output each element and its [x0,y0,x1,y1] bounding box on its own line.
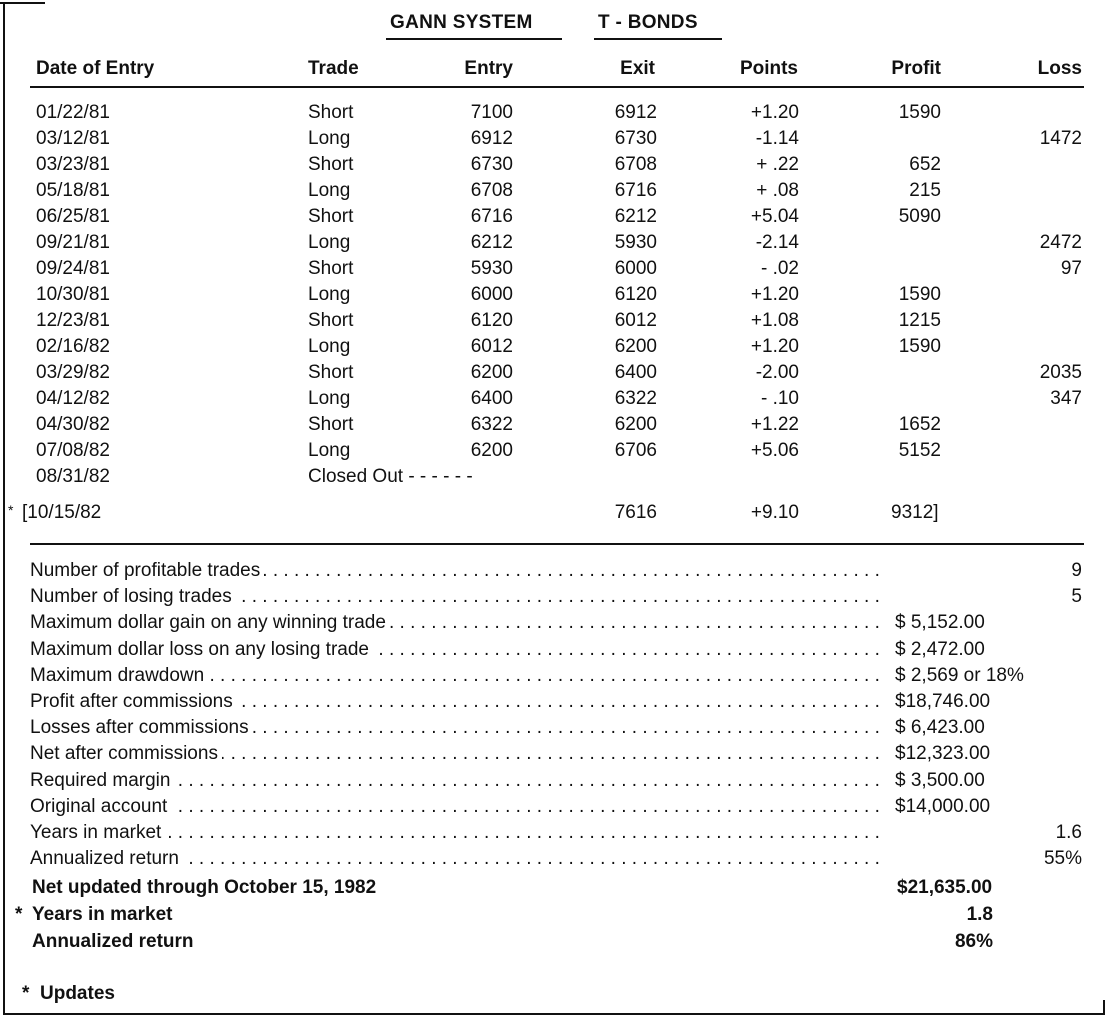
title-system: GANN SYSTEM [390,12,533,33]
summary-label [30,822,885,844]
summary-row [0,822,1115,848]
summary-label-text: Profit after commissions [30,691,237,712]
cell-points: + .22 [756,154,799,175]
cell-points: +1.20 [750,336,799,357]
summary-value: 1.6 [1055,822,1082,843]
update-marker: * [8,502,14,518]
cell-date: 10/30/81 [36,284,110,305]
updated-return-label: Annualized return [32,931,194,952]
footnote-row [0,983,1115,1009]
cell-exit: 6012 [614,310,657,331]
summary-label [30,560,885,582]
cell-exit: 6716 [614,180,657,201]
cell-points: +1.22 [750,414,799,435]
summary-value: $12,323.00 [895,743,991,764]
cell-points: +1.08 [750,310,799,331]
update-exit: 7616 [614,502,657,523]
summary-label-text: Maximum dollar loss on any losing trade [30,639,373,660]
cell-trade: Long [308,284,351,305]
summary-value: $ 6,423.00 [895,717,985,738]
summary-label [30,796,885,818]
cell-date: 09/21/81 [36,232,110,253]
cell-points: + .08 [756,180,799,201]
summary-row [0,586,1115,612]
cell-entry: 6730 [470,154,513,175]
footnote-label: Updates [40,983,115,1004]
summary-label-text: Required margin [30,770,174,791]
cell-trade: Short [308,362,354,383]
cell-profit: 1590 [898,284,941,305]
closed-out-label: Closed Out - - - - - - [308,466,473,487]
cell-profit: 1590 [898,336,941,357]
cell-profit: 1215 [898,310,941,331]
column-header-profit: Profit [891,58,941,79]
summary-row [0,770,1115,796]
table-row [0,232,1115,258]
summary-row [0,639,1115,665]
summary-label-text: Years in market [30,822,165,843]
summary-label [30,848,885,870]
cell-date: 04/12/82 [36,388,110,409]
closed-out-date: 08/31/82 [36,466,110,487]
cell-entry: 6400 [470,388,513,409]
cell-entry: 6912 [470,128,513,149]
title-system-underline [386,38,562,40]
cell-points: +1.20 [750,102,799,123]
cell-entry: 6120 [470,310,513,331]
summary-value: $ 2,472.00 [895,639,985,660]
updated-return-row [0,931,1115,957]
cell-entry: 6716 [470,206,513,227]
cell-date: 04/30/82 [36,414,110,435]
cell-points: - .10 [760,388,799,409]
summary-label [30,665,885,687]
updated-years-value: 1.8 [966,904,993,925]
summary-row [0,848,1115,874]
header-rule [30,86,1084,88]
summary-row [0,665,1115,691]
table-row [0,128,1115,154]
summary-value: 9 [1071,560,1082,581]
summary-label [30,691,885,713]
cell-date: 03/29/82 [36,362,110,383]
cell-entry: 6200 [470,362,513,383]
cell-exit: 6730 [614,128,657,149]
cell-exit: 6400 [614,362,657,383]
cell-profit: 1652 [898,414,941,435]
cell-points: +5.04 [750,206,799,227]
cell-date: 02/16/82 [36,336,110,357]
updated-years-label: Years in market [32,904,173,925]
cell-points: +1.20 [750,284,799,305]
cell-loss: 2035 [1039,362,1082,383]
title-instrument: T - BONDS [598,12,698,33]
summary-label-text: Number of losing trades [30,586,236,607]
cell-trade: Short [308,206,354,227]
cell-points: -2.14 [755,232,799,253]
cell-trade: Long [308,128,351,149]
summary-value: $ 5,152.00 [895,612,985,633]
column-header-entry: Entry [464,58,513,79]
cell-date: 07/08/82 [36,440,110,461]
cell-entry: 6322 [470,414,513,435]
summary-value: 55% [1043,848,1082,869]
cell-entry: 6000 [470,284,513,305]
table-row [0,206,1115,232]
cell-points: +5.06 [750,440,799,461]
cell-trade: Long [308,440,351,461]
cell-date: 06/25/81 [36,206,110,227]
summary-label-text: Losses after commissions [30,717,253,738]
summary-label [30,770,885,792]
cell-exit: 6708 [614,154,657,175]
updated-return-value: 86% [954,931,993,952]
summary-label-text: Annualized return [30,848,183,869]
update-points: +9.10 [750,502,799,523]
table-row [0,414,1115,440]
cell-exit: 6200 [614,414,657,435]
cell-exit: 5930 [614,232,657,253]
cell-loss: 347 [1050,388,1082,409]
summary-value: $ 2,569 or 18% [895,665,1024,686]
summary-label [30,717,885,739]
cell-trade: Long [308,232,351,253]
table-row [0,102,1115,128]
cell-loss: 1472 [1039,128,1082,149]
cell-exit: 6322 [614,388,657,409]
cell-exit: 6706 [614,440,657,461]
summary-label [30,612,885,634]
column-header-trade: Trade [308,58,359,79]
frame-border-bottom [3,1013,1105,1015]
summary-row [0,612,1115,638]
summary-value: $ 3,500.00 [895,770,985,791]
cell-loss: 97 [1060,258,1082,279]
cell-exit: 6000 [614,258,657,279]
updated-years-marker: * [15,904,23,925]
cell-exit: 6212 [614,206,657,227]
cell-date: 03/12/81 [36,128,110,149]
summary-label [30,586,885,608]
cell-entry: 6200 [470,440,513,461]
update-date: [10/15/82 [22,502,102,523]
cell-profit: 5090 [898,206,941,227]
table-row [0,310,1115,336]
table-row [0,388,1115,414]
cell-entry: 6012 [470,336,513,357]
closed-out-row [0,466,1115,492]
table-row [0,180,1115,206]
column-header-exit: Exit [620,58,655,79]
cell-entry: 6212 [470,232,513,253]
cell-date: 12/23/81 [36,310,110,331]
net-updated-value: $21,635.00 [897,877,993,898]
cell-trade: Short [308,310,354,331]
update-profit: 9312] [891,502,939,523]
cell-date: 01/22/81 [36,102,110,123]
title-instrument-underline [594,38,722,40]
summary-label-text: Original account [30,796,171,817]
summary-row [0,743,1115,769]
column-header-date: Date of Entry [36,58,155,79]
cell-entry: 6708 [470,180,513,201]
cell-profit: 652 [909,154,941,175]
cell-exit: 6200 [614,336,657,357]
cell-trade: Short [308,154,354,175]
cell-exit: 6120 [614,284,657,305]
summary-row [0,560,1115,586]
net-updated-label: Net updated through October 15, 1982 [32,877,377,898]
update-row [0,502,1115,528]
table-row [0,258,1115,284]
cell-points: - .02 [760,258,799,279]
updated-years-row [0,904,1115,930]
summary-row [0,717,1115,743]
cell-trade: Long [308,336,351,357]
summary-row [0,796,1115,822]
cell-trade: Long [308,180,351,201]
cell-profit: 215 [909,180,941,201]
table-row [0,284,1115,310]
summary-label-text: Net after commissions [30,743,222,764]
cell-trade: Short [308,258,354,279]
cell-points: -2.00 [755,362,799,383]
table-row [0,336,1115,362]
cell-entry: 7100 [470,102,513,123]
summary-value: $14,000.00 [895,796,991,817]
cell-profit: 1590 [898,102,941,123]
summary-rule [30,543,1084,545]
column-header-points: Points [739,58,798,79]
cell-trade: Short [308,102,354,123]
summary-row [0,691,1115,717]
cell-profit: 5152 [898,440,941,461]
table-row [0,154,1115,180]
cell-points: -1.14 [755,128,799,149]
cell-date: 09/24/81 [36,258,110,279]
table-row [0,440,1115,466]
cell-exit: 6912 [614,102,657,123]
cell-trade: Short [308,414,354,435]
summary-label-text: Maximum dollar gain on any winning trade [30,612,390,633]
cell-date: 03/23/81 [36,154,110,175]
summary-label [30,639,885,661]
summary-value: 5 [1071,586,1082,607]
column-header-loss: Loss [1037,58,1082,79]
summary-label [30,743,885,765]
cell-date: 05/18/81 [36,180,110,201]
cell-loss: 2472 [1039,232,1082,253]
footnote-marker: * [22,983,30,1004]
summary-value: $18,746.00 [895,691,991,712]
frame-border-top [0,2,45,4]
table-row [0,362,1115,388]
cell-trade: Long [308,388,351,409]
summary-label-text: Number of profitable trades [30,560,264,581]
summary-label-text: Maximum drawdown [30,665,208,686]
net-updated-row [0,877,1115,903]
cell-entry: 5930 [470,258,513,279]
